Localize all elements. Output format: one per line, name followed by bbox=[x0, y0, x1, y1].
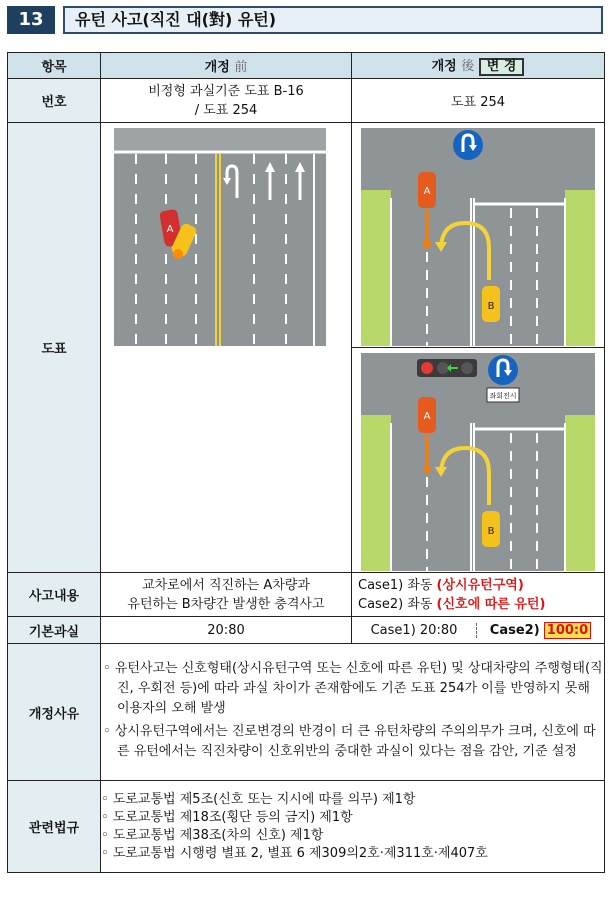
law-content bbox=[101, 781, 605, 873]
car-a-label-2: A bbox=[423, 186, 431, 197]
reason-item-2: ◦ 상시유턴구역에서는 진로변경의 반경이 더 큰 유턴차량의 주의의무가 크며, 신호에 따른 유턴에서는 직진차량이 신호위반의 중대한 과실이 있다는 점을 감안, 기준 설정 bbox=[103, 724, 596, 759]
case2-emphasis: (신호에 따른 유턴) bbox=[436, 596, 546, 612]
reason-row bbox=[8, 644, 605, 781]
reason-label: 개정사유 bbox=[8, 644, 101, 781]
diagram-after-cell-2 bbox=[352, 348, 605, 573]
col-head-after bbox=[352, 53, 605, 79]
reason-item-1: ◦ 유턴사고는 신호형태(상시유턴구역 또는 신호에 따른 유턴) 및 상대차량의 주행형태(직진, 우회전 등)에 따라 과실 차이가 존재함에도 기존 도표 254가 이를 반영하지 못해 이용자의 오해 발생 bbox=[103, 661, 603, 716]
law-item: ◦ 도로교통법 제38조(차의 신호) 제1항 bbox=[101, 827, 324, 843]
table-head-row bbox=[8, 53, 605, 79]
accident-before bbox=[101, 573, 352, 617]
car-a-label: A bbox=[166, 224, 174, 235]
accident-before-line1: 교차로에서 직진하는 A차량과 bbox=[142, 577, 310, 593]
diagram-row-1 bbox=[8, 123, 605, 348]
accident-label: 사고내용 bbox=[8, 573, 101, 617]
law-item: ◦ 도로교통법 제18조(횡단 등의 금지) 제1항 bbox=[101, 809, 353, 825]
section-header bbox=[7, 6, 603, 34]
diagram-before bbox=[114, 128, 326, 346]
reason-text-1: 유턴사고는 신호형태(상시유턴구역 또는 신호에 따른 유턴) 및 상대차량의 주행형태(직진, 우회전 등)에 따라 과실 차이가 존재함에도 기존 도표 254가 이를 반영하지 못해 이용자의 오해 발생 bbox=[114, 661, 603, 716]
turn-sign-text: 좌회전시 bbox=[489, 391, 517, 400]
accident-row bbox=[8, 573, 605, 617]
car-b-label: B bbox=[487, 301, 495, 312]
fault-case2 bbox=[477, 623, 604, 638]
col-head-before bbox=[101, 53, 352, 79]
case2-prefix: Case2) 좌동 bbox=[358, 596, 433, 612]
fault-case2-value: 100:0 bbox=[544, 622, 591, 639]
fault-row bbox=[8, 617, 605, 644]
change-tag: 변 경 bbox=[479, 58, 525, 76]
law-row bbox=[8, 781, 605, 873]
fault-case2-prefix: Case2) bbox=[489, 622, 540, 638]
reason-content bbox=[101, 644, 605, 781]
case1-emphasis: (상시유턴구역) bbox=[436, 577, 524, 593]
diagram-after-case1 bbox=[361, 128, 595, 346]
law-item: ◦ 도로교통법 제5조(신호 또는 지시에 따를 의무) 제1항 bbox=[101, 791, 416, 807]
section-title: 유턴 사고(직진 대(對) 유턴) bbox=[63, 6, 603, 34]
accident-case2 bbox=[358, 595, 604, 614]
law-text-4: 도로교통법 시행령 별표 2, 별표 6 제309의2호·제311호·제407호 bbox=[112, 845, 488, 861]
fault-case1: Case1) 20:80 bbox=[352, 623, 477, 638]
diagram-before-cell bbox=[101, 123, 352, 573]
number-label: 번호 bbox=[8, 79, 101, 123]
car-a-label-3: A bbox=[423, 410, 431, 422]
law-text-1: 도로교통법 제5조(신호 또는 지시에 따를 의무) 제1항 bbox=[112, 791, 416, 807]
fault-after bbox=[352, 617, 605, 644]
before-label: 개정 bbox=[204, 60, 230, 75]
number-after: 도표 254 bbox=[352, 79, 605, 123]
law-label: 관련법규 bbox=[8, 781, 101, 873]
reason-text-2: 상시유턴구역에서는 진로변경의 반경이 더 큰 유턴차량의 주의의무가 크며, 신호에 따른 유턴에서는 직진차량이 신호위반의 중대한 과실이 있다는 점을 감안, 기준 설정 bbox=[114, 724, 596, 759]
before-sub: 前 bbox=[234, 60, 248, 75]
number-row bbox=[8, 79, 605, 123]
car-b-label-2: B bbox=[487, 525, 495, 537]
diagram-after-case2 bbox=[361, 353, 595, 571]
law-text-2: 도로교통법 제18조(횡단 등의 금지) 제1항 bbox=[112, 809, 353, 825]
law-text-3: 도로교통법 제38조(차의 신호) 제1항 bbox=[112, 827, 324, 843]
after-sub: 後 bbox=[461, 59, 475, 74]
number-before bbox=[101, 79, 352, 123]
accident-case1 bbox=[358, 576, 604, 595]
number-before-line2: / 도표 254 bbox=[194, 102, 258, 118]
fault-before: 20:80 bbox=[101, 617, 352, 644]
revision-table bbox=[7, 52, 605, 873]
law-item: ◦ 도로교통법 시행령 별표 2, 별표 6 제309의2호·제311호·제407호 bbox=[101, 845, 488, 861]
case1-prefix: Case1) 좌동 bbox=[358, 577, 433, 593]
col-head-item: 항목 bbox=[8, 53, 101, 79]
fault-label: 기본과실 bbox=[8, 617, 101, 644]
accident-after bbox=[352, 573, 605, 617]
section-number: 13 bbox=[7, 6, 55, 34]
diagram-label: 도표 bbox=[8, 123, 101, 573]
number-before-line1: 비정형 과실기준 도표 B-16 bbox=[148, 83, 304, 99]
accident-before-line2: 유턴하는 B차량간 발생한 충격사고 bbox=[127, 596, 325, 612]
diagram-after-cell-1 bbox=[352, 123, 605, 348]
after-label: 개정 bbox=[431, 59, 457, 74]
